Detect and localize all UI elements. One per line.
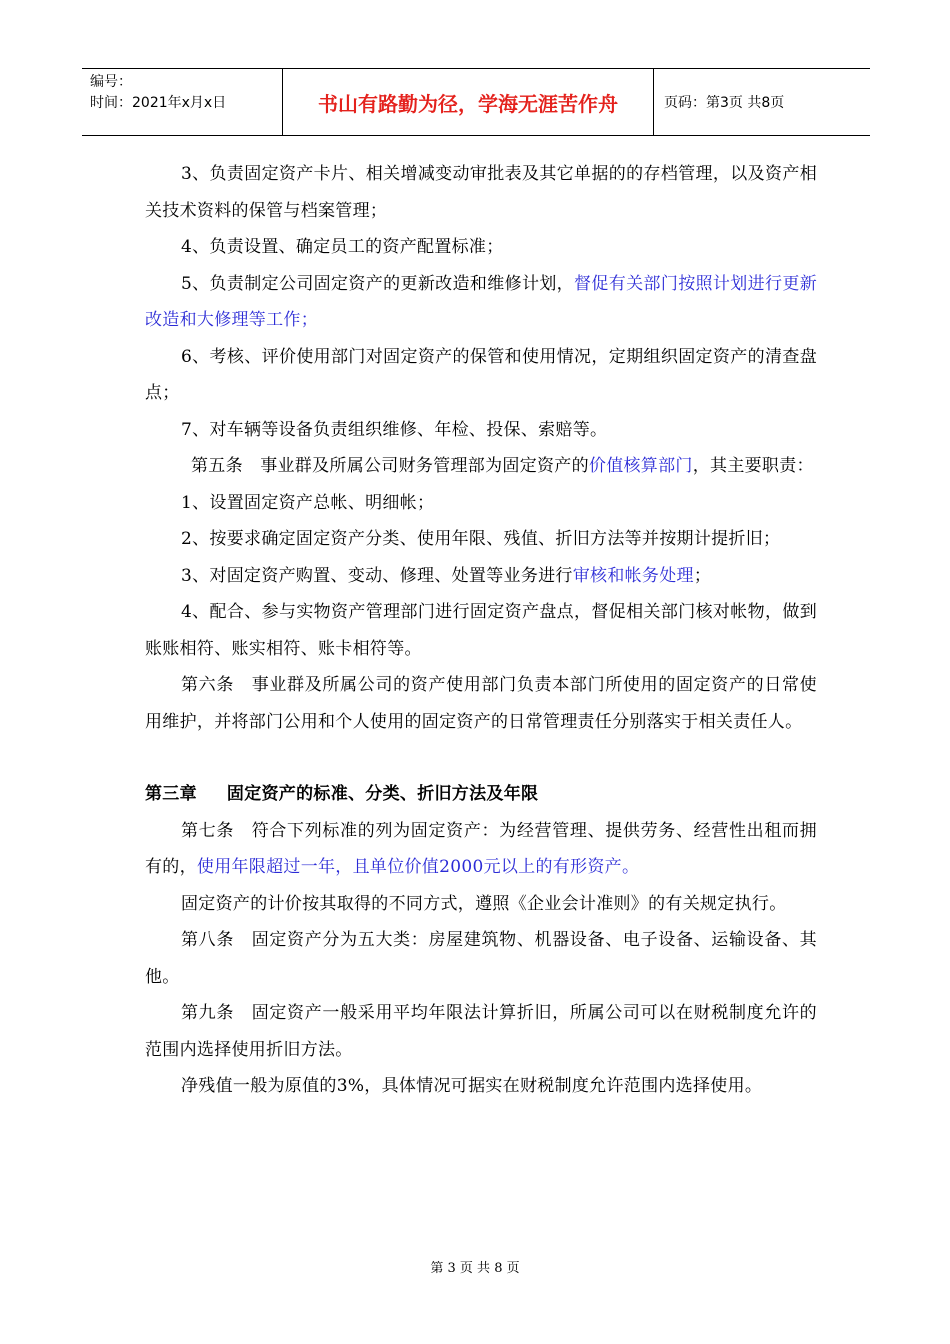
- chapter-title: 固定资产的标准、分类、折旧方法及年限: [226, 784, 539, 804]
- paragraph-text: 第七条 符合下列标准的列为固定资产：为经营管理、提供劳务、经营性出租而拥有的，: [145, 820, 817, 877]
- highlighted-text: 审核和帐务处理: [572, 565, 694, 586]
- article-paragraph: [145, 813, 817, 886]
- paragraph: 4、负责设置、确定员工的资产配置标准；: [181, 237, 504, 257]
- paragraph-text: 3、对固定资产购置、变动、修理、处置等业务进行: [181, 565, 573, 586]
- highlighted-text: 督促有关部门按照计划进行更新改造和大修理等工作；: [145, 273, 817, 330]
- page-footer: 第 3 页 共 8 页: [430, 1261, 520, 1276]
- paragraph: 6、考核、评价使用部门对固定资产的保管和使用情况，定期组织固定资产的清查盘点；: [145, 346, 817, 403]
- article-paragraph: [145, 448, 817, 485]
- document-body: [145, 156, 817, 1105]
- document-time-label: 时间：2021年x月x日: [90, 95, 227, 111]
- chapter-number: 第三章: [145, 784, 197, 804]
- paragraph: 4、配合、参与实物资产管理部门进行固定资产盘点，督促相关部门核对帐物，做到账账相符、账实相符、账卡相符等。: [145, 602, 817, 659]
- document-number-label: 编号：: [90, 74, 132, 90]
- paragraph: 2、按要求确定固定资产分类、使用年限、残值、折旧方法等并按期计提折旧；: [181, 529, 781, 549]
- paragraph: 1、设置固定资产总帐、明细帐；: [181, 492, 435, 513]
- paragraph-text: ，其主要职责：: [692, 456, 814, 476]
- paragraph: 3、负责固定资产卡片、相关增减变动审批表及其它单据的的存档管理，以及资产相关技术资料的保管与档案管理；: [145, 164, 817, 221]
- paragraph: 7、对车辆等设备负责组织维修、年检、投保、索赔等。: [181, 419, 608, 440]
- article-paragraph: 第六条 事业群及所属公司的资产使用部门负责本部门所使用的固定资产的日常使用维护，并将部门公用和个人使用的固定资产的日常管理责任分别落实于相关责任人。: [145, 675, 817, 732]
- highlighted-text: 价值核算部门: [588, 456, 693, 476]
- paragraph: 固定资产的计价按其取得的不同方式，遵照《企业会计准则》的有关规定执行。: [181, 893, 787, 914]
- chapter-heading: [145, 776, 817, 813]
- paragraph: [145, 266, 817, 339]
- paragraph-text: ；: [693, 565, 712, 586]
- paragraph: 净残值一般为原值的3%，具体情况可据实在财税制度允许范围内选择使用。: [181, 1076, 763, 1096]
- highlighted-text: 使用年限超过一年，且单位价值2000元以上的有形资产。: [196, 857, 640, 877]
- header-motto: 书山有路勤为径，学海无涯苦作舟: [282, 69, 654, 135]
- section-spacer: [145, 740, 817, 776]
- header-left-cell: [82, 69, 282, 135]
- article-paragraph: 第八条 固定资产分为五大类：房屋建筑物、机器设备、电子设备、运输设备、其他。: [145, 930, 817, 987]
- article-paragraph: 第九条 固定资产一般采用平均年限法计算折旧，所属公司可以在财税制度允许的范围内选择使用折旧方法。: [145, 1003, 817, 1060]
- paragraph-text: 5、负责制定公司固定资产的更新改造和维修计划，: [181, 273, 575, 294]
- document-header: [82, 68, 870, 136]
- header-page-info: 页码：第3页 共8页: [664, 95, 785, 111]
- paragraph: [145, 558, 817, 595]
- paragraph-text: 第五条 事业群及所属公司财务管理部为固定资产的: [191, 456, 589, 476]
